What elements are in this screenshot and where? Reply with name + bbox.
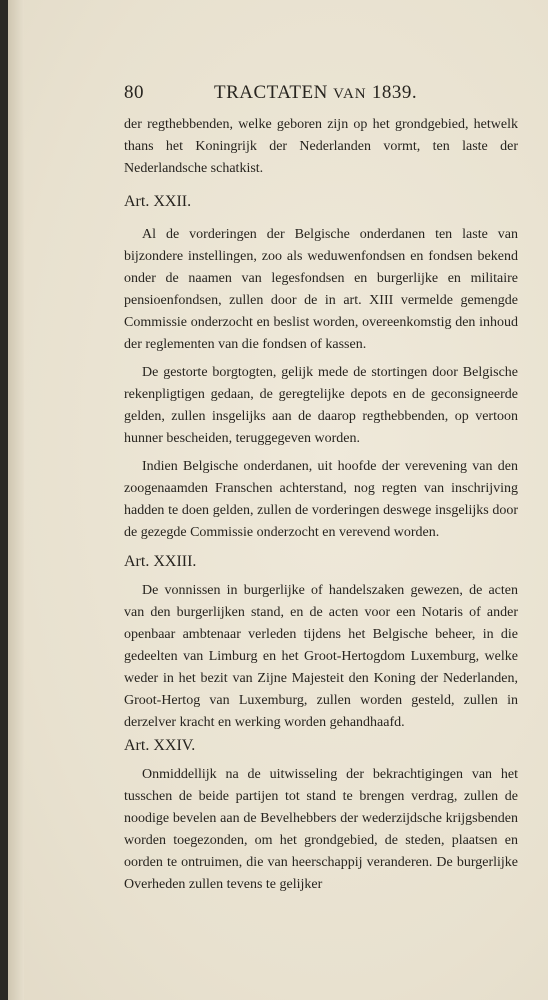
title-van: VAN <box>333 86 367 102</box>
page-content <box>124 82 518 896</box>
article-24-paragraph-1: Onmiddellijk na de uitwisseling der bekrachtigingen van het tusschen de beide partijen tot stand te brengen verdrag, zullen de noodige bevelen aan de Bevelhebbers der wederzijdsche krijgsbenden worden toegezonden, om het grondgebied, de steden, plaatsen en oorden te ontruimen, die van heerschappij veranderen. De burgerlijke Overheden zullen tevens te gelijker <box>124 767 518 892</box>
article-23-heading: Art. XXIII. <box>124 553 197 570</box>
page-gutter <box>8 0 24 1000</box>
article-24-heading: Art. XXIV. <box>124 737 196 754</box>
article-22-paragraph-2: De gestorte borgtogten, gelijk mede de stortingen door Belgische rekenpligtigen gedaan, de geregtelijke depots en de geconsigneerde gelden, zullen insgelijks aan de daarop regthebbenden, op vertoon hunner bescheiden, teruggegeven worden. <box>124 365 518 446</box>
article-22-paragraph-3: Indien Belgische onderdanen, uit hoofde der verevening van den zoogenaamden Franschen achterstand, nog regten van inschrijving hadden te doen gelden, zullen de vorderingen deswege insgelijks door de gezegde Commissie onderzocht en verevend worden. <box>124 459 518 540</box>
article-22-paragraph-1: Al de vorderingen der Belgische onderdanen ten laste van bijzondere instellingen, zoo als weduwenfondsen en fondsen bekend onder de naamen van legesfondsen en burgerlijke en militaire pensioenfondsen, zullen door de in art. XIII vermelde gemengde Commissie onderzocht en beslist worden, overeenkomstig den inhoud der reglementen van die fondsen of kassen. <box>124 227 518 352</box>
book-page <box>8 0 548 1000</box>
title-year: 1839. <box>371 82 418 103</box>
article-23-paragraph-1: De vonnissen in burgerlijke of handelszaken gewezen, de acten van den burgerlijken stand, en de acten voor een Notaris of ander openbaar ambtenaar verleden tijdens het Belgische beheer, in die gedeelten van Limburg en het Groot-Hertogdom Luxemburg, welke weder in het bezit van Zijne Majesteit den Koning der Nederlanden, Groot-Hertog van Luxemburg, zullen worden gesteld, zullen in derzelver kracht en werking worden gehandhaafd. <box>124 583 518 730</box>
running-header <box>124 82 518 108</box>
running-title <box>214 82 417 104</box>
intro-paragraph: der regthebbenden, welke geboren zijn op het grondgebied, hetwelk thans het Koningrijk der Nederlanden vormt, ten laste der Nederlandsche schatkist. <box>124 117 518 176</box>
article-22-heading: Art. XXII. <box>124 193 192 210</box>
title-main: TRACTATEN <box>214 82 328 103</box>
page-number: 80 <box>124 82 144 103</box>
